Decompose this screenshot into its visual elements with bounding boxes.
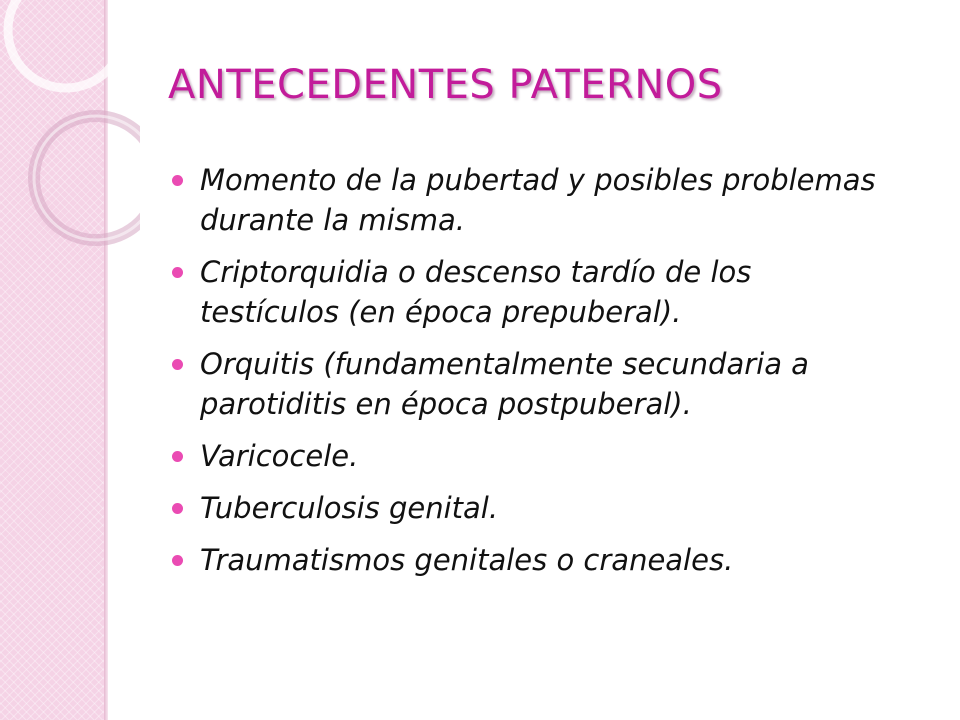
bullet-item xyxy=(172,160,892,240)
bullet-text: Orquitis (fundamentalmente secundaria a parotiditis en época postpuberal). xyxy=(200,347,809,421)
bullet-text: Varicocele. xyxy=(200,439,359,473)
bullet-text: Criptorquidia o descenso tardío de los testículos (en época prepuberal). xyxy=(200,255,752,329)
bullet-text: Momento de la pubertad y posibles problemas durante la misma. xyxy=(200,163,876,237)
bullet-list xyxy=(172,160,892,592)
bullet-item xyxy=(172,488,892,528)
bullet-marker-icon xyxy=(172,359,183,370)
bullet-item xyxy=(172,540,892,580)
bullet-marker-icon xyxy=(172,175,183,186)
bullet-item xyxy=(172,252,892,332)
bullet-item xyxy=(172,344,892,424)
bullet-marker-icon xyxy=(172,503,183,514)
bullet-marker-icon xyxy=(172,555,183,566)
slide-title: ANTECEDENTES PATERNOS xyxy=(168,62,723,108)
bullet-marker-icon xyxy=(172,451,183,462)
decorative-rings xyxy=(0,0,140,260)
bullet-text: Traumatismos genitales o craneales. xyxy=(200,543,734,577)
bullet-text: Tuberculosis genital. xyxy=(200,491,499,525)
bullet-item xyxy=(172,436,892,476)
bullet-marker-icon xyxy=(172,267,183,278)
